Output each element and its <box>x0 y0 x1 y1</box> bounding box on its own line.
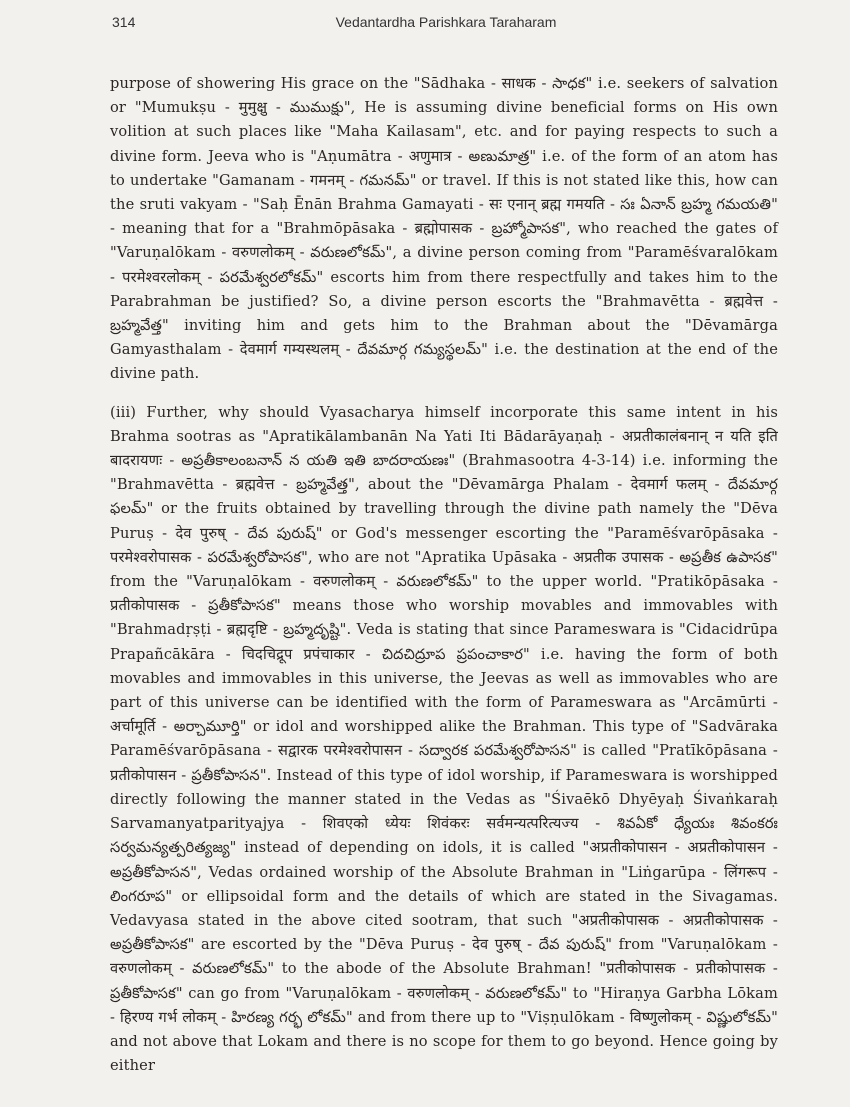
page-header <box>112 14 780 38</box>
running-title: Vedantardha Parishkara Taraharam <box>335 14 557 30</box>
paragraph-iii: (iii) Further, why should Vyasacharya himself incorporate this same intent in his Brahma sootras as "Apratikālambanān Na Yati Iti Bādarāyaṇaḥ - अप्रतीकालंबनान् न यति इति बादरायणः - అప్రతీకాలంబనాన్ న యతి ఇతి బాదరాయణః" (Brahmasootra 4-3-14) i.e. informing the "Brahmavētta - ब्रह्मवेत्त - బ్రహ్మవేత్త", about the "Dēvamārga Phalam - देवमार्ग फलम् - దేవమార్గ ఫలమ్" or the fruits obtained by travelling through the divine path namely the "Dēva Puruṣ - देव पुरुष् - దేవ పురుష్" or God's messenger escorting the "Paramēśvarōpāsaka - परमेश्वरोपासक - పరమేశ్వరోపాసక", who are not "Apratika Upāsaka - अप्रतीक उपासक - అప్రతీక ఉపాసక" from the "Varuṇalōkam - वरुणलोकम् - వరుణలోకమ్" to the upper world. "Pratikōpāsaka - प्रतीकोपासक - ప్రతీకోపాసక" means those who worship movables and immovables with "Brahmadṛṣṭi - ब्रह्मदृष्टि - బ్రహ్మదృష్టి". Veda is stating that since Parameswara is "Cidacidrūpa Prapañcākāra - चिदचिद्रूप प्रपंचाकार - చిదచిద్రూప ప్రపంచాకార" i.e. having the form of both movables and immovables in this universe, the Jeevas as well as immovables who are part of this universe can be identified with the form of Parameswara as "Arcāmūrti - अर्चामूर्ति - అర్చామూర్తి" or idol and worshipped alike the Brahman. This type of "Sadvāraka Paramēśvarōpāsana - सद्वारक परमेश्वरोपासन - సద్వారక పరమేశ్వరోపాసన" is called "Pratīkōpāsana - प्रतीकोपासन - ప్రతీకోపాసన". Instead of this type of idol worship, if Parameswara is worshipped directly following the manner stated in the Vedas as "Śivaēkō Dhyēyaḥ Śivaṅkaraḥ Sarvamanyatparityajya - शिवएको ध्येयः शिवंकरः सर्वमन्यत्परित्यज्य - శివఏకో ధ్యేయః శివంకరః సర్వమన్యత్పరిత్యజ్య" instead of depending on idols, it is called "अप्रतीकोपासन - अप्रतीकोपासन - అప్రతీకోపాసన", Vedas ordained worship of the Absolute Brahman in "Liṅgarūpa - लिंगरूप - లింగరూప" or ellipsoidal form and the details of which are stated in the Sivagamas. Vedavyasa stated in the above cited sootram, that such "अप्रतीकोपासक - अप्रतीकोपासक - అప్రతీకోపాసక" are escorted by the "Dēva Puruṣ - देव पुरुष् - దేవ పురుష్" from "Varuṇalōkam - वरुणलोकम् - వరుణలోకమ్" to the abode of the Absolute Brahman! "प्रतीकोपासक - प्रतीकोपासक - ప్రతీకోపాసక" can go from "Varuṇalōkam - वरुणलोकम् - వరుణలోకమ్" to "Hiraṇya Garbha Lōkam - हिरण्य गर्भ लोकम् - హిరణ్య గర్భ లోకమ్" and from there up to "Viṣṇulōkam - विष्णुलोकम् - విష్ణులోకమ్" and not above that Lokam and there is no scope for them to go beyond. Hence going by either <box>110 403 778 1075</box>
paragraph-continuation: purpose of showering His grace on the "Sādhaka - साधक - సాధక" i.e. seekers of salvation or "Mumukṣu - मुमुक्षु - ముముక్షు", He is assuming divine beneficial forms on His own volition at such places like "Maha Kailasam", etc. and for paying respects to such a divine form. Jeeva who is "Aṇumātra - अणुमात्र - అణుమాత్ర" i.e. of the form of an atom has to undertake "Gamanam - गमनम् - గమనమ్" or travel. If this is not stated like this, how can the sruti vakyam - "Saḥ Ēnān Brahma Gamayati - सः एनान् ब्रह्म गमयति - సః ఏనాన్ బ్రహ్మ గమయతి" - meaning that for a "Brahmōpāsaka - ब्रह्मोपासक - బ్రహ్మోపాసక", who reached the gates of "Varuṇalōkam - वरुणलोकम् - వరుణలోకమ్", a divine person coming from "Paramēśvaralōkam - परमेश्वरलोकम् - పరమేశ్వరలోకమ్" escorts him from there respectfully and takes him to the Parabrahman be justified? So, a divine person escorts the "Brahmavētta - ब्रह्मवेत्त - బ్రహ్మవేత్త" inviting him and gets him to the Brahman about the "Dēvamārga Gamyasthalam - देवमार्ग गम्यस्थलम् - దేవమార్గ గమ్యస్థలమ్" i.e. the destination at the end of the divine path. <box>110 75 778 383</box>
page-number: 314 <box>112 14 136 30</box>
body-text <box>110 72 778 1078</box>
